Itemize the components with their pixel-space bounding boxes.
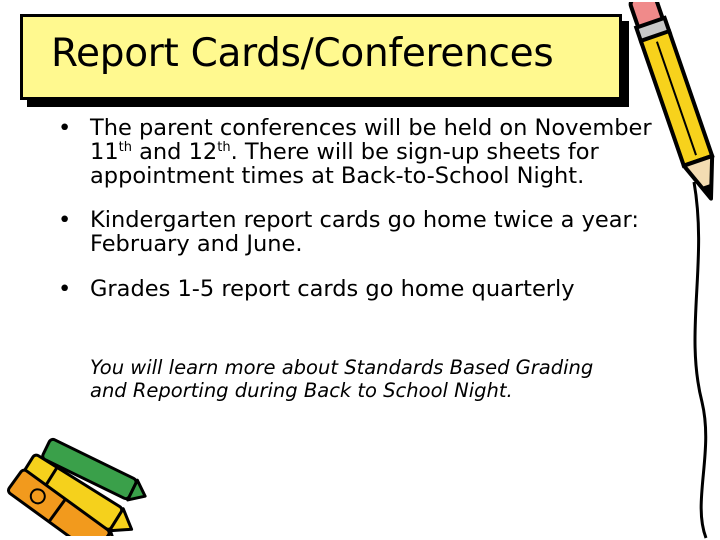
- standards-note: You will learn more about Standards Based Grading and Reporting during Back to School Night.: [90, 356, 594, 402]
- bullet-text-part: . There will be sign-up sheets for appointment times at Back-to-School Night.: [90, 139, 599, 189]
- bullet-text-part: and 12: [131, 139, 218, 165]
- bullet-grades: [56, 277, 676, 301]
- crayons-icon: [0, 430, 150, 536]
- bullet-dot: •: [58, 115, 72, 141]
- pencil-icon: [596, 2, 718, 540]
- bullet-text: Grades 1-5 report cards go home quarterly: [90, 276, 575, 302]
- bullet-text-part: The parent conferences will be held on November 11: [90, 115, 652, 165]
- bullet-dot: •: [58, 207, 72, 233]
- title-box: [20, 14, 622, 100]
- ordinal-suffix: th: [118, 140, 132, 155]
- slide-title: Report Cards/Conferences: [51, 31, 554, 76]
- bullet-conferences: [56, 116, 676, 188]
- bullet-dot: •: [58, 276, 72, 302]
- bullet-kindergarten: [56, 208, 676, 256]
- bullet-text: Kindergarten report cards go home twice a year: February and June.: [90, 207, 639, 257]
- ordinal-suffix: th: [217, 140, 231, 155]
- bullet-list: [56, 116, 676, 310]
